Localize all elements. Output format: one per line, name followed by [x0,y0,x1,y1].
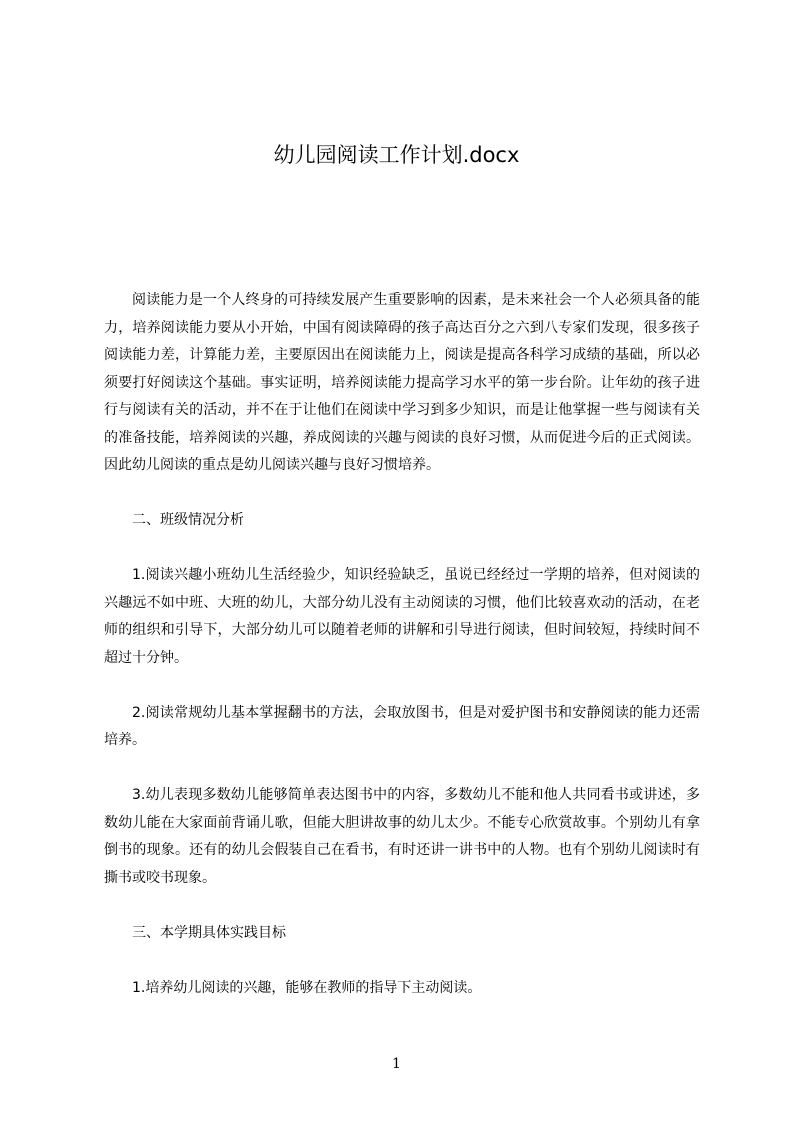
paragraph-spacer [104,947,700,975]
analysis-item-reading-interest: 1.阅读兴趣小班幼儿生活经验少，知识经验缺乏，虽说已经经过一学期的培养，但对阅读的兴趣远不如中班、大班的幼儿，大部分幼儿没有主动阅读的习惯，他们比较喜欢动的活动，在老师的组织和引导下，大部分幼儿可以随着老师的讲解和引导进行阅读，但时间较短，持续时间不超过十分钟。 [104,567,700,666]
goal-item-reading-interest: 1.培养幼儿阅读的兴趣，能够在教师的指导下主动阅读。 [132,979,482,996]
document-title: 幼儿园阅读工作计划.docx [273,143,520,167]
paragraph-spacer [104,892,700,920]
paragraph-spacer [104,535,700,563]
document-body [104,287,700,1002]
section-heading-semester-goals: 三、本学期具体实践目标 [132,924,286,941]
paragraph-spacer [104,755,700,783]
section-heading-class-analysis: 二、班级情况分析 [132,512,244,528]
paragraph-spacer [104,672,700,700]
intro-paragraph: 阅读能力是一个人终身的可持续发展产生重要影响的因素，是未来社会一个人必须具备的能力，培养阅读能力要从小开始，中国有阅读障碍的孩子高达百分之六到八专家们发现，很多孩子阅读能力差，计算能力差，主要原因出在阅读能力上，阅读是提高各科学习成绩的基础，所以必须要打好阅读这个基础。事实证明，培养阅读能力提高学习水平的第一步台阶。让年幼的孩子进行与阅读有关的活动，并不在于让他们在阅读中学习到多少知识，而是让他掌握一些与阅读有关的准备技能，培养阅读的兴趣，养成阅读的兴趣与阅读的良好习惯，从而促进今后的正式阅读。因此幼儿阅读的重点是幼儿阅读兴趣与良好习惯培养。 [104,292,700,473]
analysis-item-reading-routine: 2.阅读常规幼儿基本掌握翻书的方法，会取放图书，但是对爱护图书和安静阅读的能力还需培养。 [104,704,700,748]
paragraph-spacer [104,480,700,508]
analysis-item-child-performance: 3.幼儿表现多数幼儿能够简单表达图书中的内容，多数幼儿不能和他人共同看书或讲述，多数幼儿能在大家面前背诵儿歌，但能大胆讲故事的幼儿太少。不能专心欣赏故事。个别幼儿有拿倒书的现象。还有的幼儿会假装自己在看书，有时还讲一讲书中的人物。也有个别幼儿阅读时有撕书或咬书现象。 [104,787,700,886]
page-number: 1 [392,1056,401,1072]
